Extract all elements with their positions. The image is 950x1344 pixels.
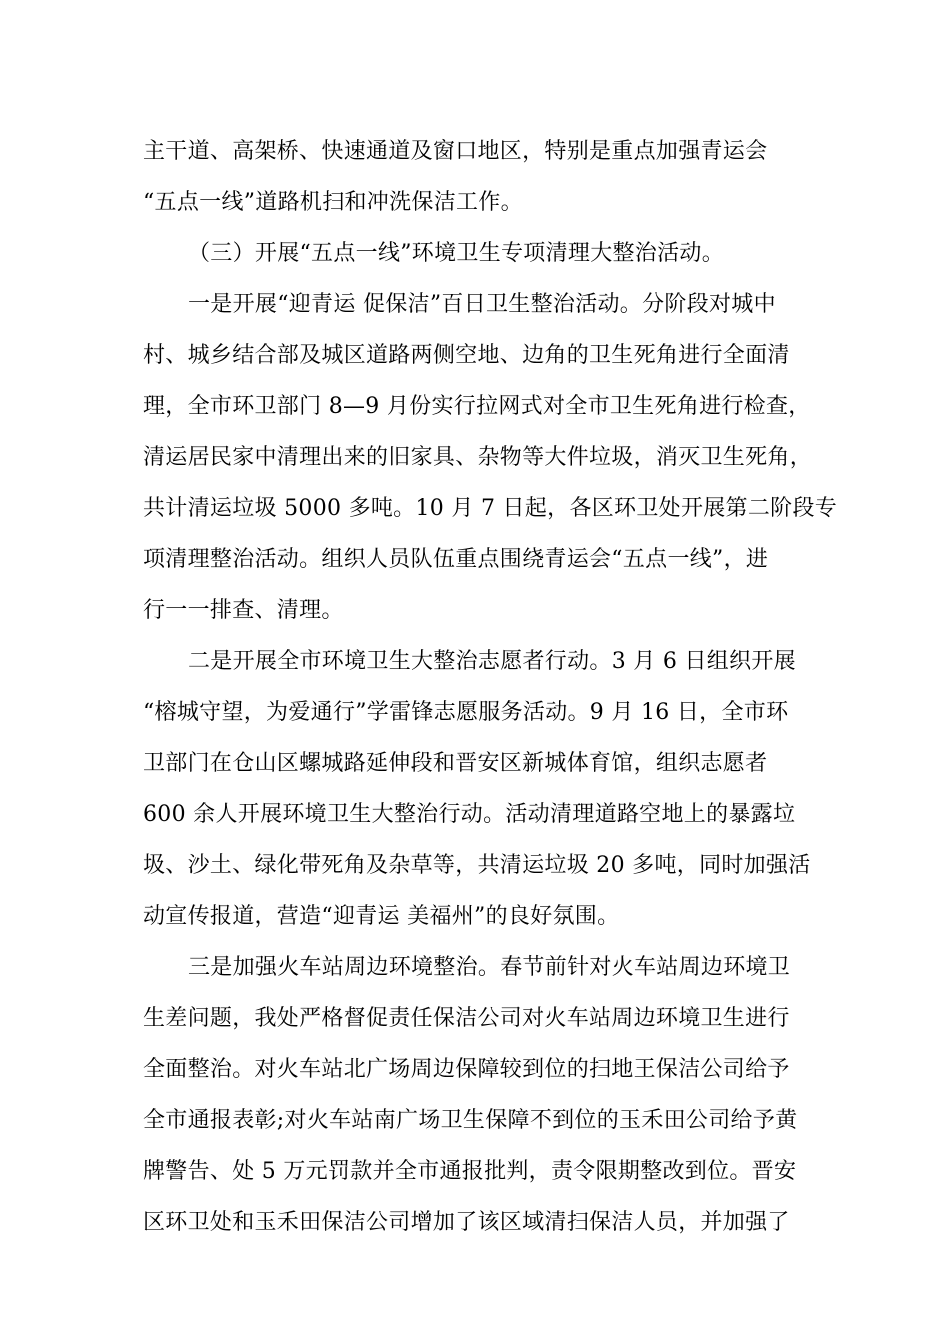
section-heading: （三）开展“五点一线”环境卫生专项清理大整治活动。 (188, 241, 724, 266)
text-line: 行一一排查、清理。 (143, 598, 344, 623)
text-line: 全面整治。对火车站北广场周边保障较到位的扫地王保洁公司给予 (143, 1057, 790, 1082)
text-line: 全市通报表彰;对火车站南广场卫生保障不到位的玉禾田公司给予黄 (143, 1108, 798, 1133)
text-line: 圾、沙土、绿化带死角及杂草等，共清运垃圾 20 多吨，同时加强活 (143, 853, 811, 878)
text-line: 三是加强火车站周边环境整治。春节前针对火车站周边环境卫 (188, 955, 791, 980)
text-line: “五点一线”道路机扫和冲洗保洁工作。 (143, 190, 523, 215)
text-line: 600 余人开展环境卫生大整治行动。活动清理道路空地上的暴露垃 (143, 802, 796, 827)
text-line: 村、城乡结合部及城区道路两侧空地、边角的卫生死角进行全面清 (143, 343, 790, 368)
text-line: 牌警告、处 5 万元罚款并全市通报批判，责令限期整改到位。晋安 (143, 1159, 797, 1184)
text-line: 区环卫处和玉禾田保洁公司增加了该区域清扫保洁人员，并加强了 (143, 1210, 790, 1235)
text-line: 主干道、高架桥、快速通道及窗口地区，特别是重点加强青运会 (143, 139, 768, 164)
text-line: “榕城守望，为爱通行”学雷锋志愿服务活动。9 月 16 日，全市环 (143, 700, 789, 725)
text-line: 清运居民家中清理出来的旧家具、杂物等大件垃圾，消灭卫生死角， (143, 445, 813, 470)
text-line: 卫部门在仓山区螺城路延伸段和晋安区新城体育馆，组织志愿者 (143, 751, 768, 776)
text-line: 二是开展全市环境卫生大整治志愿者行动。3 月 6 日组织开展 (188, 649, 796, 674)
text-line: 动宣传报道，营造“迎青运 美福州”的良好氛围。 (143, 904, 620, 929)
text-line: 项清理整治活动。组织人员队伍重点围绕青运会“五点一线”，进 (143, 547, 769, 572)
text-line: 共计清运垃圾 5000 多吨。10 月 7 日起，各区环卫处开展第二阶段专 (143, 496, 838, 521)
text-line: 理，全市环卫部门 8—9 月份实行拉网式对全市卫生死角进行检查， (143, 394, 811, 419)
text-line: 生差问题，我处严格督促责任保洁公司对火车站周边环境卫生进行 (143, 1006, 790, 1031)
text-line: 一是开展“迎青运 促保洁”百日卫生整治活动。分阶段对城中 (188, 292, 776, 317)
